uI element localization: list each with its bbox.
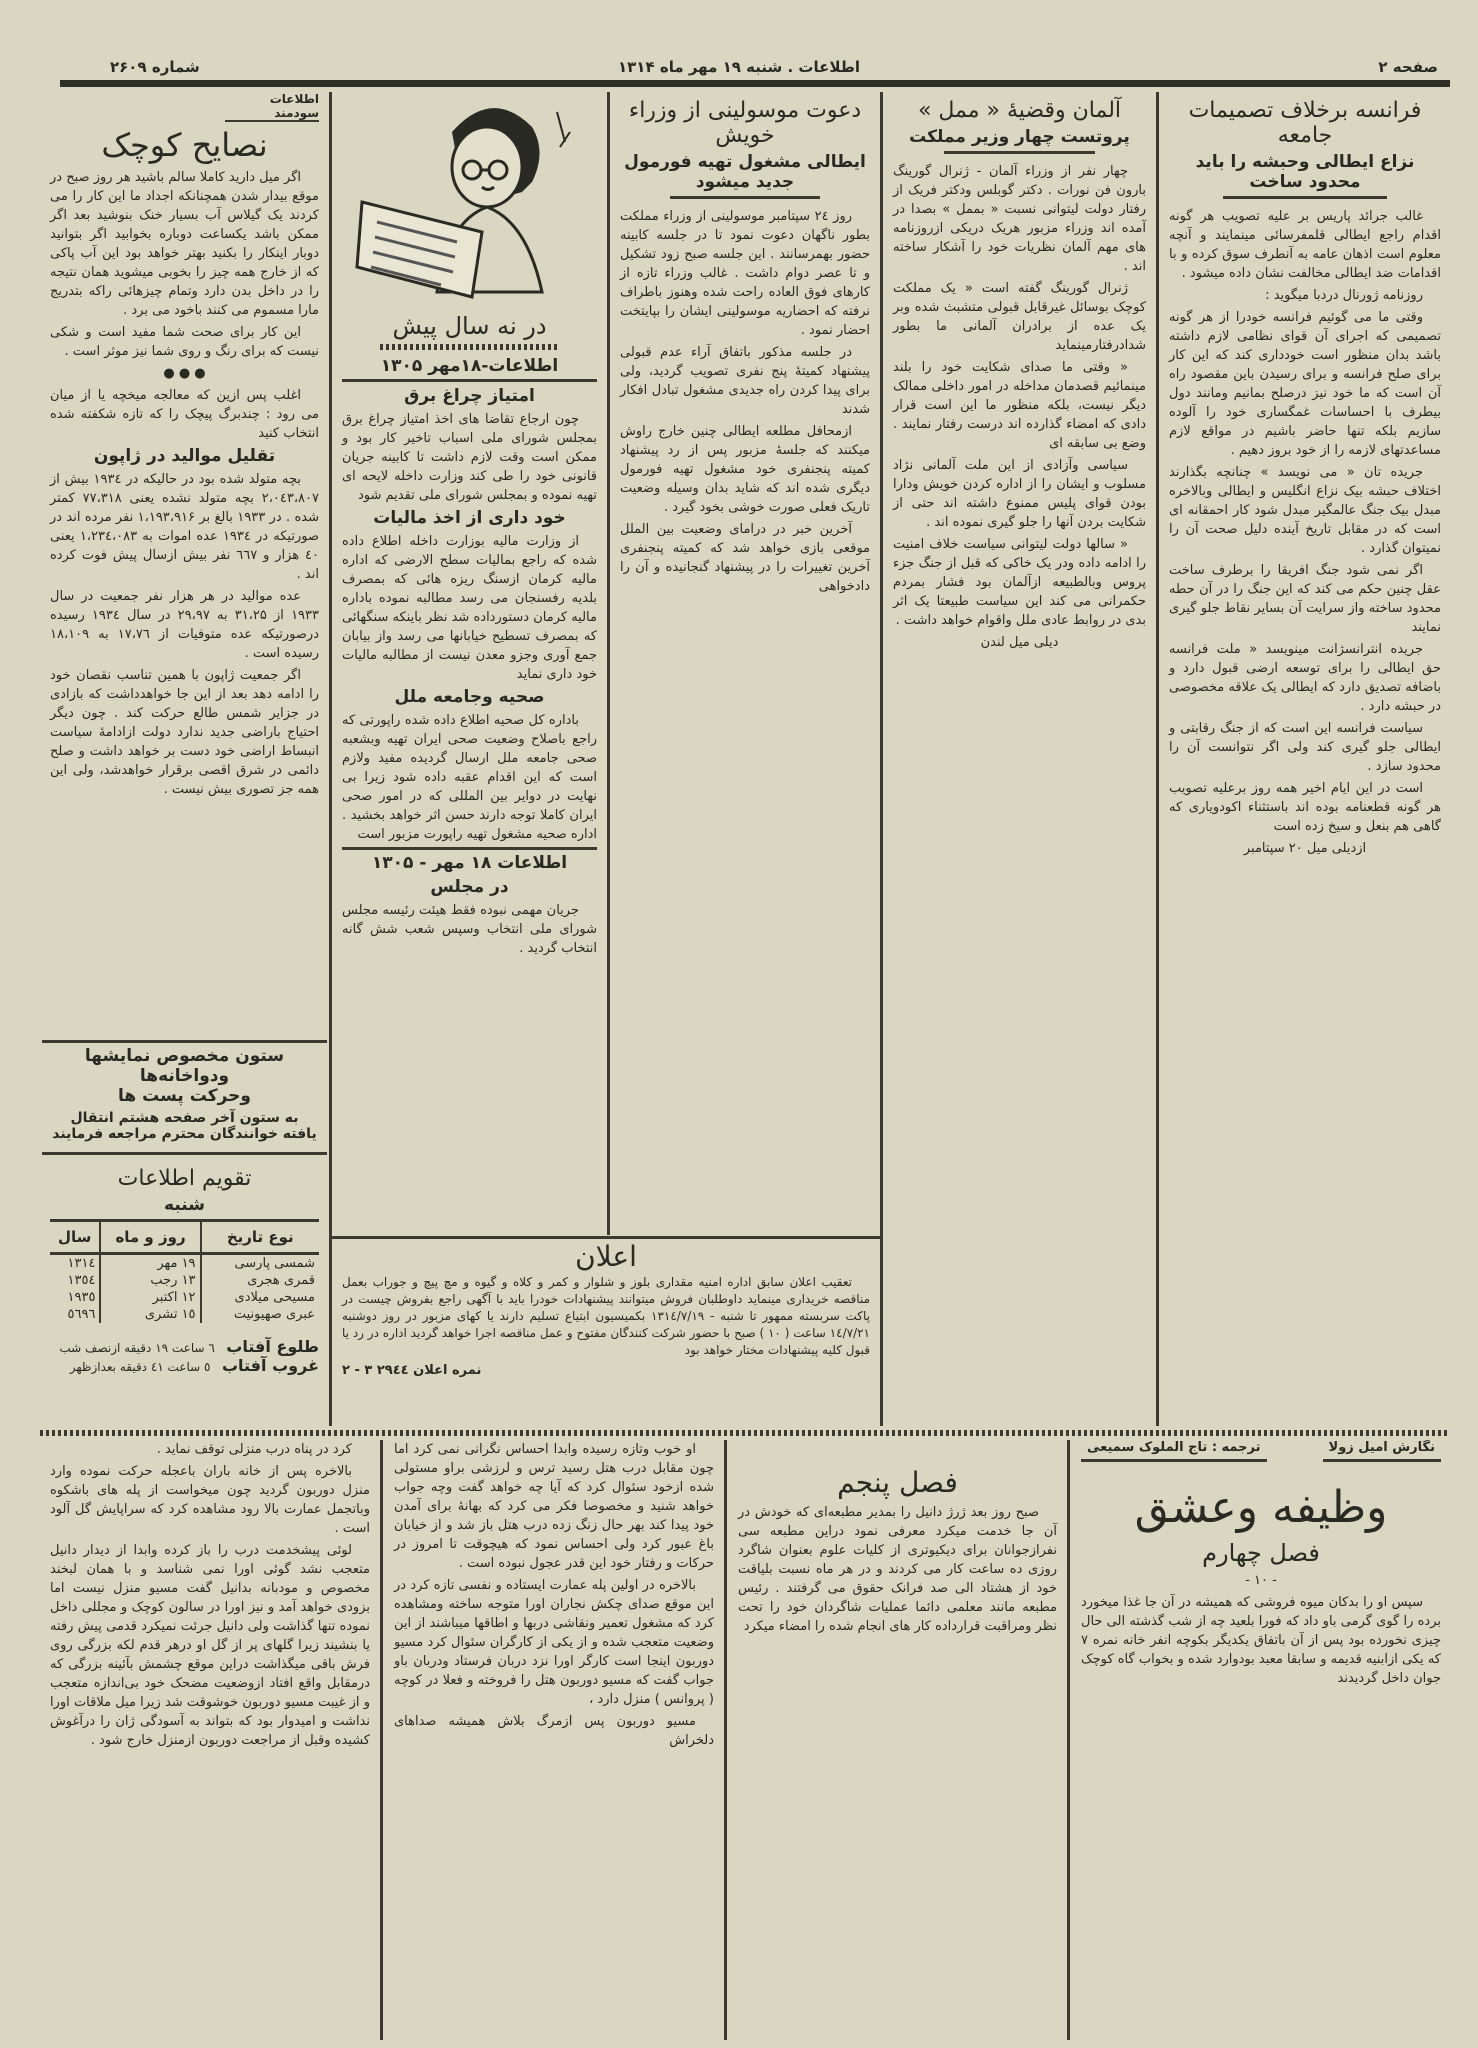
headline-rule — [670, 196, 820, 199]
serial-title: وظیفه وعشق — [1134, 1482, 1388, 1533]
subheading: خود داری از اخذ مالیات — [373, 508, 566, 528]
notice-line: ستون مخصوص نمایشها ودواخانه‌ها — [84, 1046, 285, 1086]
subheading: صحیه وجامعه ملل — [394, 687, 545, 707]
paragraph: چون ارجاع تقاضا های اخذ امتیاز چراغ برق بمجلس شورای ملی اسباب تاخیر کار بود و ممکن است وقت لازم داشت تا کابینه جریان قانونی خود را طی کند وزارت داخله لایحه ای تهیه نموده و بمجلس شورای ملی تقدیم شود — [342, 412, 597, 503]
notice-line: یافته خوانندگان محترم مراجعه فرمایند — [52, 1126, 317, 1142]
table-row — [50, 1272, 319, 1289]
paragraph: جریده انترانسژانت مینویسد « ملت فرانسه حق ایطالی را برای توسعه ارضی قبول دارد و باضافه تصدیق دارد که ایطالی یک علاقه مخصوصی در حبشه دارد . — [1169, 642, 1441, 714]
paragraph: جریده تان « می نویسد » چنانچه بگذارند اختلاف حبشه بیک نزاع انگلیس و ایطالی وبالاخره مبدل بیک جنگ عالمگیر مبدل شود کار احمقانه ای است که در مقابل تاریخ آینده دلیل صحت آن را نمیتوان گذارد . — [1169, 465, 1441, 556]
cell: ۱۳۱٤ — [50, 1254, 100, 1273]
paragraph: اگر نمی شود جنگ افریقا را برطرف ساخت عقل چنین حکم می کند که این جنگ را در آن حطه محدود ساخته واز سرایت آن بسایر نقاط جلو گیری نمایند — [1169, 563, 1441, 635]
column-divider — [724, 1440, 727, 2040]
sunset-value: ٥ ساعت ٤۱ دقیقه بعدازظهر — [69, 1360, 211, 1374]
dateline: اطلاعات-۱۸مهر ۱۳۰۵ — [342, 356, 597, 382]
separator: ● ● ● — [163, 366, 206, 381]
subheadline: نزاع ایطالی وحبشه را باید محدود ساخت — [1195, 152, 1415, 192]
cell: ۱۹۳٥ — [50, 1289, 100, 1306]
section-nine-years-ago — [332, 92, 607, 1232]
cell: شمسی پارسی — [234, 1256, 315, 1271]
cell: قمری هجری — [247, 1273, 315, 1288]
paragraph: صبح روز بعد ژرژ دانیل را بمدیر مطبعه‌ای که خودش در آن جا خدمت میکرد معرفی نمود دراین مطبعه سی نفرازجوانان برای دیکیوتری از کلیات علوم بعنوان شاگرد روزی ده ساعت کار می کردند و در هر ماه نسبت بلیاقت خود از هشتاد الی صد فرانک حقوق می گرفتند . رئیس مطبعه مانند معلمی دائما عملیات شاگردان خود را تحت نظر ومراقبت قرارداده کار های انجام شده را امضاء میکرد — [738, 1505, 1057, 1634]
advertisement — [332, 1240, 880, 1426]
headline: دعوت موسولینی از وزراء خویش — [628, 98, 862, 148]
cell: ۱٥ تشری — [100, 1306, 200, 1323]
article-advice — [40, 92, 329, 1037]
paragraph: مسیو دوربون پس ازمرگ بلاش همیشه صداهای دلخراش — [394, 1714, 714, 1748]
headline-rule — [944, 151, 1096, 154]
subheading: امتیاز چراغ برق — [404, 386, 535, 406]
page-number: صفحه ۲ — [1378, 58, 1438, 76]
paragraph: اغلب پس ازین که معالجه میخچه یا از میان می رود : چندبرگ پیچک را که تازه شکفته شده انتخاب کنید — [50, 388, 319, 441]
ad-text: تعقیب اعلان سابق اداره امنیه مقداری بلوز و شلوار و کمر و کلاه و گیوه و مچ پیچ و جوراب بعمل مناقصه خریداری مینماید داوطلبان فروش میتوانند پیشنهادات خودرا باید با آگهی راجع بفروش چیست در پاکت سربسته ممهور تا شنبه - ۱۳۱٤/۷/۱۹ بکمیسیون ابتیاع تسلیم دارند یا کهای مزبور در روز دوشنبه ۱٤/۷/۲۱ ساعت ( ۱۰ ) صبح با حضور شرکت کنندگان مفتوح و عمل مناقصه اجرا خواهد گردید اداره در رد یا قبول کلیه پیشنهادات مختار خواهد بود — [342, 1275, 870, 1357]
paragraph: است در این ایام اخیر همه روز برعلیه تصویب هر گونه قطعنامه بوده اند باستثناء اکودویاری که گاهی هم بنعل و سیخ زده است — [1169, 781, 1441, 834]
paragraph: چهار نفر از وزراء آلمان - ژنرال گورینگ بارون فن نورات . دکتر گوبلس ودکتر فریک از رفتار دولت لیتوانی نسبت « بممل » بصدا در آمده اند وزراء مزبور هریک دریکی ازروزنامه های مهم آلمان نظریات خود را آشکار ساخته اند . — [893, 164, 1146, 274]
ad-rule — [332, 1236, 880, 1239]
paragraph: سیاسی وآزادی از این ملت آلمانی نژاد مسلوب و ایشان را از اداره کردن خویش ودارا بودن قوای پلیس ممنوع داشته اند حتی از شکایت بردن آنها را جلو گیری نموده اند . — [893, 458, 1146, 530]
column-header: سال — [50, 1221, 100, 1254]
sunset-row — [50, 1356, 319, 1375]
notice-box — [40, 1046, 329, 1150]
man-reading-newspaper-illustration — [342, 92, 597, 302]
cell: ۱۲ اکتبر — [100, 1289, 200, 1306]
calendar — [40, 1160, 329, 1425]
cell: ۱۳ رجب — [100, 1272, 200, 1289]
table-row — [50, 1306, 319, 1323]
paragraph: عده موالید در هر هزار نفر جمعیت در سال ۱۹۳۳ از ۳۱،۲۵ به ۲۹،۹۷ در سال ۱۹۳٤ رسیده درصورتیکه عده متوفیات از ۱۷،۷٦ به ۱۸،۱۰۹ رسیده است . — [50, 589, 319, 661]
sunrise-row — [50, 1337, 319, 1356]
column-divider — [1067, 1440, 1070, 2040]
story-continuation-left — [40, 1440, 380, 2040]
sunset-label: غروب آفتاب — [221, 1356, 319, 1375]
paragraph: روزنامه ژورنال دردبا میگوید : — [1265, 288, 1423, 303]
article-france — [1159, 92, 1451, 1422]
masthead-date: اطلاعات . شنبه ۱۹ مهر ماه ۱۳۱۴ — [618, 58, 860, 76]
calendar-weekday: شنبه — [164, 1195, 205, 1215]
paragraph: اگر میل دارید کاملا سالم باشید هر روز صبح در موقع بیدار شدن همچنانکه اجداد ما این کار را می کردند یک گیلاس آب بسیار خنک بنوشید بعد اگر ممکن باشد یکساعت دوباره بخوابید اگر بتوانید دوبار اینکار را بکنید بهتر خواهد بود این آب پاکی که از خارج همه چیز را بخوبی میشوید همان نتیجه را در داخل بدن دارد وتمام چیزهائی راکه بتدریج مارا مسموم می کنند باخود می برد . — [50, 170, 319, 318]
notice-line: به ستون آخر صفحه هشتم انتقال — [70, 1110, 299, 1126]
paragraph: بالاخره در اولین پله عمارت ایستاده و نفسی تازه کرد در این موقع صدای چکش نجاران اورا متوجه ساخته ومشاهده کرد که مشغول تعمیر ونقاشی دربها و اطاقها میباشند از این وضعیت متعجب شده و از یکی از کارگران سئوال کرد مسیو دوربون اینجا است کارگر اورا نزد دربان فرستاد ودربان باو جواب گفت که مسیو دوربون هتل را فروخته و فعلا در کوچه ( پروانس ) منزل دارد ، — [394, 1578, 714, 1707]
calendar-table — [50, 1219, 319, 1323]
paragraph: ازمحافل مطلعه ایطالی چنین خارج راوش میکنند که جلسهٔ مزبور پس از رد پیشنهاد کمیته پنجنفری خود مشغول تهیه فورمول دیگری شده اند که شاید بدان وسیله وضعیت تاریک فعلی صورت خوشی بخود گیرد . — [620, 424, 870, 515]
chapter-five — [728, 1440, 1067, 2040]
cell: ٥٦۹٦ — [50, 1306, 100, 1323]
subheadline: ایطالی مشغول تهیه فورمول جدید میشود — [624, 152, 866, 192]
table-row — [50, 1289, 319, 1306]
story-continuation — [384, 1440, 724, 2040]
paragraph: کرد در پناه درب منزلی توقف نماید . — [156, 1442, 352, 1457]
table-row — [50, 1254, 319, 1273]
paragraph: اگر جمعیت ژاپون با همین تناسب نقصان خود را ادامه دهد بعد از این جا خواهدداشت که بازادی در جزایر شمس طالع حرکت کند . چون دیگر احتیاج باراضی جدید ندارد دولت ازادامهٔ سیاست انبساط اراضی خود دست بر خواهد داشت و صلح دائمی در شرق اقصی برقرار خواهدشد، ولی این همه جز تصوری بیش نیست . — [50, 668, 319, 797]
section-title: در نه سال پیش — [392, 312, 547, 340]
paragraph: از وزارت مالیه بوزارت داخله اطلاع داده شده که راجع بمالیات سطح الارضی که اداره مالیه کرمان ازسنگ ریزه هائی که بمصرف بلدیه رفسنجان می رسد مطالبه نموده باداره مالیه کرمان دستورداده شد نظر باینکه سنگهائی که بمصرف تسطیح خیابانها می رسد واز بیابان جمع آوری وجزو معدن نیست از مطالبه مالیات خود داری نماید — [342, 534, 597, 682]
paragraph: روز ۲٤ سپتامبر موسولینی از وزراء مملکت بطور ناگهان دعوت نمود تا در جلسه کابینه حضور بهمرسانند . این جلسه صبح زود تشکیل و تا عصر دوام داشت . غالب وزراء تازه از کارهای فوق العاده راحت شده وهنوز باطراف نرفته که احضاریه موسولینی ایشان را بپایتخت احضار نمود . — [620, 209, 870, 338]
paragraph: لوئی پیشخدمت درب را باز کرده وابدا از دیدار دانیل متعجب نشد گوئی اورا نمی شناسد و با همان لبخند مخصوص و مودبانه بدانیل گفت مسیو منزل نیست اما بزودی خواهد آمد و نیز اورا در سالون کوچک و مجللی داخل نموده تنها گذاشت ولی دانیل جرئت نمیکرد قدمی پیش رفته یا بنشیند زیرا گلهای پر از گل او درهر قدم لکه بزرگی روی فرش باقی میگذاشت دراین موقع چشمش بآئینه بزرگی که درمقابل واقع افتاد ازوضعیت مضحک خود بی‌اندازه متعجب و از غیبت مسیو دوربون خوشوقت شد زیرا میل ملاقات اورا نداشت و امیدوار بود که بتواند به آسودگی ژان را درآغوش کشیده وقبل از مراجعت دوربون ازمنزل خارج شود . — [50, 1543, 370, 1748]
issue-number: شماره ۲۶۰۹ — [110, 58, 200, 76]
paragraph: بچه متولد شده بود در حالیکه در ۱۹۳٤ بیش از ۲،۰٤۳،۸۰۷ بچه متولد نشده یعنی ۷۷،۳۱۸ کمتر شده . در ۱۹۳۳ بالغ بر ۱،۱۹۳،۹۱۶ نفر مرده اند در صورتیکه در ۱۹۳٤ عده اموات به ۱،۲۳٤،۰۸۳ یعنی ٤۰ هزار و ٦٦۷ نفر بیش ازسال پیش فوت کرده اند . — [50, 472, 320, 582]
paragraph: سپس او را بدکان میوه فروشی که همیشه در آن جا غذا میخورد برده را گوی گرمی باو داد که فورا بلعید چه از شب گذشته الی حال چیزی نخورده بود پس از آن باتفاق یکدیگر بکوچه انفر خانه نمره ۷ که یکی ازابنیه قدیمه و سابقا معبد بودوارد شده و بخواب گاه کوچک جوان داخل گردیدند — [1081, 1595, 1441, 1686]
cell: عبری صهیونیت — [233, 1307, 315, 1322]
cell: مسیحی میلادی — [234, 1290, 315, 1305]
sunrise-value: ٦ ساعت ۱۹ دقیقه ازنصف شب — [59, 1341, 215, 1355]
paragraph: بالاخره پس از خانه باران باعجله حرکت نموده وارد منزل دوربون گردید چون میخواست از پله های باشکوه وباتجمل عمارت بالا رود مشاهده کرد که سراپایش گل آلود است . — [50, 1464, 370, 1536]
masthead-rule — [60, 80, 1450, 87]
chapter-title: فصل چهارم — [1202, 1539, 1320, 1567]
ad-title: اعلان — [575, 1240, 637, 1273]
section-divider — [40, 1430, 1450, 1436]
paragraph: وقتی ما می گوئیم فرانسه خودرا از هر گونه تصمیمی که اجرای آن قوای نظامی لازم داشته باشد بدان منظور است خودداری کند که این کار برای صلح فرانسه و برای رسیدن باین مقصود راه آن است که ما خود نیز درصلح بمانیم ومانند دول بیطرف با احساسات غمگساری خود را آلوده سازیم بلکه تنها حاضر باشیم در مواقع لازم مساعدتهای لازمه را از خود بروز دهیم . — [1169, 310, 1441, 458]
kicker: اطلاعات سودمند — [225, 92, 319, 122]
paragraph: باداره کل صحیه اطلاع داده شده راپورتی که راجع باصلاح وضعیت صحی ایران تهیه وبشعبه صحی جامعه ملل ارسال گردیده مفید ولازم است که این اقدام عقبه داده شود زیرا بی نهایت در دوایر بین المللی که در امور صحی ایران کاملا توجه دارند حسن اثر خواهد بخشید . اداره صحیه مشغول تهیه راپورت مزبور است — [342, 713, 597, 842]
paragraph: غالب جرائد پاریس بر علیه تصویب هر گونه اقدام راجع ایطالی قلمفرسائی مینمایند و آنچه معلوم است اذهان عامه به آنطرف سوق کرده و با اقدامات ضد ایطالی مخالفت نشان داده میشود . — [1169, 209, 1441, 281]
cell: ۱۳٥٤ — [50, 1272, 100, 1289]
headline: فرانسه برخلاف تصمیمات جامعه — [1188, 98, 1422, 148]
subheadline: پروتست چهار وزیر مملکت — [909, 127, 1130, 147]
box-rule — [42, 1040, 327, 1043]
subheading: تقلیل موالید در ژاپون — [93, 446, 276, 466]
paragraph: او خوب وتازه رسیده وابدا احساس نگرانی نمی کرد اما چون مقابل درب هتل رسید ترس و لرزشی براو مستولی شده ازخود سئوال کرد که آیا چه خواهد گفت وچه جواب خواهد شنید و مخصوصا فکر می کرد که بهانهٔ برای آمدن خود پیدا کند بهر حال زنگ زده درب هتل باز شد و از خیابان باغ عبور کرد ولی احساس نمود که هیچوقت تا امروز در حرکات و رفتار خود این قدر عجول نبوده است . — [394, 1442, 714, 1571]
notice-line: وحرکت پست ها — [118, 1086, 251, 1106]
article-germany — [883, 92, 1156, 1422]
paragraph: در جلسه مذکور باتفاق آراء عدم قبولی پیشنهاد کمیتهٔ پنج نفری تصویب گردید، ولی برای پیدا کردن راه جدیدی مشغول تبادل افکار شدند — [620, 345, 870, 417]
paragraph: « سالها دولت لیتوانی سیاست خلاف امنیت را ادامه داده ودر یک خاکی که قبل از جنگ جزء پروس وبالطبیعه ازآلمان بود فشار بمردم حکمرانی می کند این سیاست طبیعتا یک اثر بدی در روابط عادی ملل واقوام خواهد داشت . — [893, 537, 1146, 628]
subheading: در مجلس — [430, 877, 509, 897]
article-mussolini — [610, 92, 880, 1232]
dotted-rule — [380, 344, 559, 350]
dateline: اطلاعات ۱۸ مهر - ۱۳۰۵ — [342, 847, 597, 873]
serial-credits — [1081, 1440, 1441, 1462]
paragraph: جریان مهمی نبوده فقط هیئت رئیسه مجلس شورای ملی انتخاب وسپس شعب شش گانه انتخاب گردید . — [342, 903, 597, 956]
source-credit: دیلی میل لندن — [980, 635, 1059, 650]
cell: ۱۹ مهر — [100, 1254, 200, 1273]
paragraph: ژنرال گورینگ گفته است « یک مملکت کوچک بوسائل غیرقابل قبولی متشبث شده وبر یک عده از برادران آلمانی ما بطور شدادرفتارمینماید — [893, 281, 1146, 353]
paragraph: آخرین خبر در دراماى وضعیت بین الملل موقعی بازی خواهد شد که کمیته پنجنفری آخرین تغییرات را در پیشنهاد گنجانیده و آن را دادخواهی — [620, 522, 870, 594]
column-header: روز و ماه — [100, 1221, 200, 1254]
serial-duty-and-love — [1071, 1440, 1451, 2040]
paragraph: « وقتی ما صدای شکایت خود را بلند مینمائیم قصدمان مداخله در امور داخلی ممالک دیگر نیست، بلکه منظور ما این است قرار دادی که امضاء گذارده اند درست رفتار نمایند . وضع بی سابقه ای — [893, 360, 1146, 451]
headline: نصایح کوچک — [101, 126, 268, 164]
installment-number: - ۱۰ - — [1245, 1573, 1277, 1588]
chapter-title: فصل پنجم — [837, 1466, 958, 1499]
column-divider — [380, 1440, 383, 2040]
author: نگارش امیل زولا — [1323, 1440, 1441, 1462]
headline-rule — [1223, 196, 1386, 199]
paragraph: این کار برای صحت شما مفید است و شکی نیست که برای رنگ و روی شما نیز موثر است . — [50, 325, 319, 359]
calendar-title: تقویم اطلاعات — [117, 1166, 252, 1191]
ad-reference: نمره اعلان ۲۹٤٤ ۳ - ۲ — [342, 1363, 482, 1378]
column-header: نوع تاریخ — [201, 1221, 319, 1254]
paragraph: سیاست فرانسه این است که از جنگ رقابتی و ایطالی جلو گیری کند ولی اگر نتوانست آن را محدود سازد . — [1169, 721, 1441, 774]
box-rule — [42, 1152, 327, 1155]
translator: ترجمه : تاج الملوک سمیعی — [1081, 1440, 1267, 1462]
headline: آلمان وقضیهٔ « ممل » — [917, 98, 1122, 123]
source-credit: ازدیلی میل ۲۰ سپتامبر — [1243, 841, 1367, 856]
sunrise-label: طلوع آفتاب — [226, 1337, 319, 1356]
